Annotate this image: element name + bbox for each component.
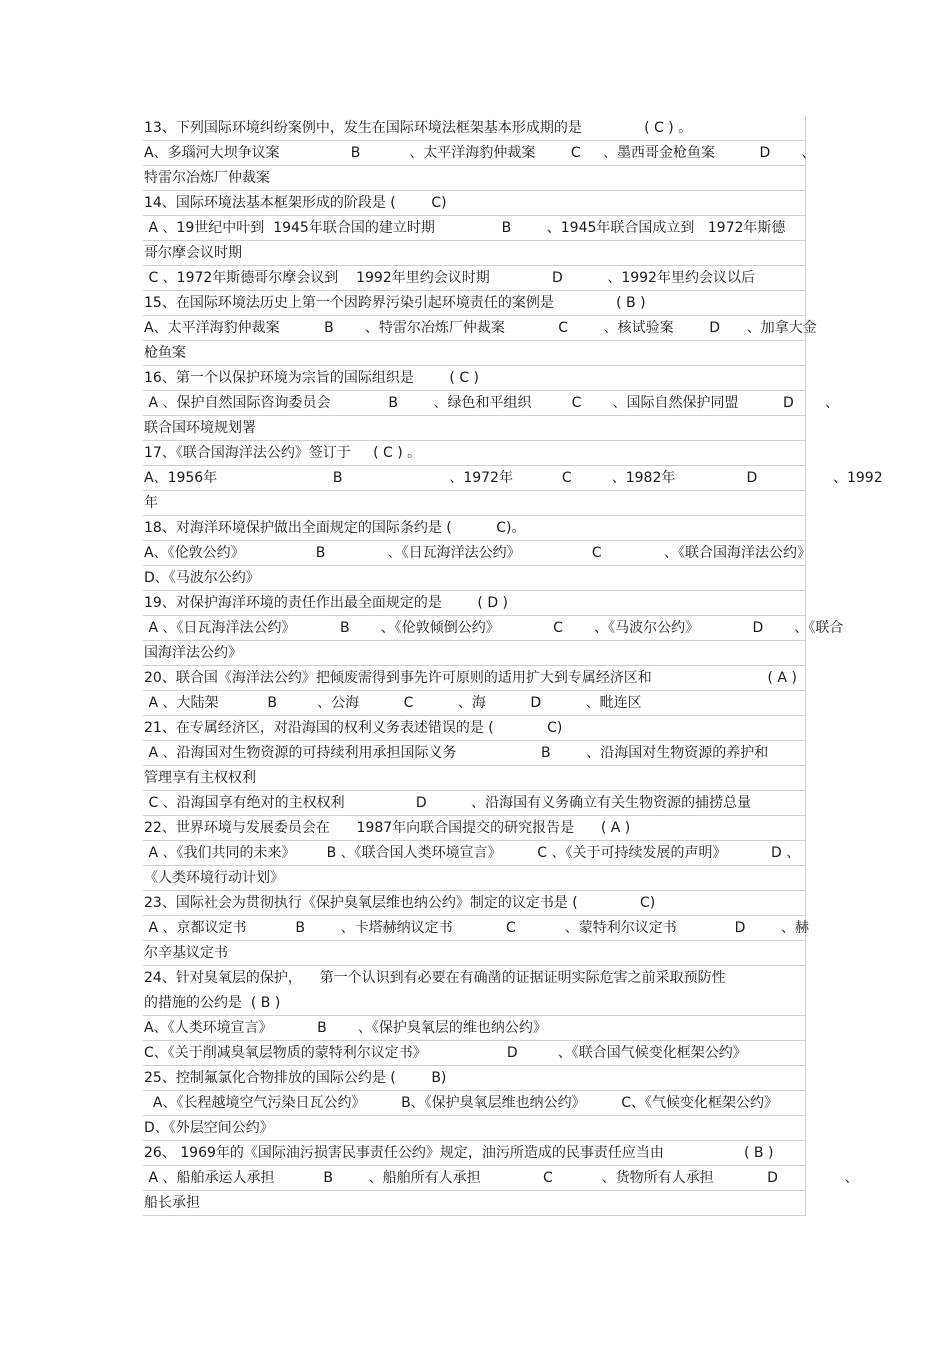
question-list — [143, 116, 883, 1216]
q22-options-cont: 《人类环境行动计划》 — [143, 866, 806, 891]
q21-options-cont: 管理享有主权权利 — [143, 766, 806, 791]
q14-options-cont: 哥尔摩会议时期 — [143, 241, 806, 266]
q14-stem: 14、国际环境法基本框架形成的阶段是 ( C) — [143, 191, 806, 216]
q23-stem: 23、国际社会为贯彻执行《保护臭氧层维也纳公约》制定的议定书是 ( C) — [143, 891, 806, 916]
q16-stem: 16、第一个以保护环境为宗旨的国际组织是 ( C ) — [143, 366, 806, 391]
q16-options-cont: 联合国环境规划署 — [143, 416, 806, 441]
q19-stem: 19、对保护海洋环境的责任作出最全面规定的是 ( D ) — [143, 591, 806, 616]
q25-stem: 25、控制氟氯化合物排放的国际公约是 ( B) — [143, 1066, 806, 1091]
q25-options: A、《长程越境空气污染日瓦公约》 B、《保护臭氧层维也纳公约》 C、《气候变化框架公约》 — [143, 1091, 806, 1116]
q25-options-cont: D、《外层空间公约》 — [143, 1116, 806, 1141]
q16-options: A 、保护自然国际咨询委员会 B 、绿色和平组织 C 、国际自然保护同盟 D 、 — [143, 391, 806, 416]
q23-options: A 、京都议定书 B 、卡塔赫纳议定书 C 、蒙特利尔议定书 D 、赫 — [143, 916, 806, 941]
q24-options-2: C、《关于削减臭氧层物质的蒙特利尔议定书》 D 、《联合国气候变化框架公约》 — [143, 1041, 806, 1066]
q22-options: A 、《我们共同的未来》 B 、《联合国人类环境宣言》 C 、《关于可持续发展的声明》 D 、 — [143, 841, 806, 866]
q21-options-2: C 、沿海国享有绝对的主权权利 D 、沿海国有义务确立有关生物资源的捕捞总量 — [143, 791, 806, 816]
q13-options-cont: 特雷尔冶炼厂仲裁案 — [143, 166, 806, 191]
q19-options: A 、《日瓦海洋法公约》 B 、《伦敦倾倒公约》 C 、《马波尔公约》 D 、《联合 — [143, 616, 806, 641]
q14-options: A 、19世纪中叶到 1945年联合国的建立时期 B 、1945年联合国成立到 1972年斯德 — [143, 216, 806, 241]
q24-options: A、《人类环境宣言》 B 、《保护臭氧层的维也纳公约》 — [143, 1016, 806, 1041]
q24-stem: 24、针对臭氧层的保护， 第一个认识到有必要在有确凿的证据证明实际危害之前采取预防性 — [143, 966, 806, 991]
q20-options: A 、大陆架 B 、公海 C 、海 D 、毗连区 — [143, 691, 806, 716]
q18-options-cont: D、《马波尔公约》 — [143, 566, 806, 591]
q26-stem: 26、 1969年的《国际油污损害民事责任公约》规定，油污所造成的民事责任应当由 ( B ) — [143, 1141, 806, 1166]
q18-stem: 18、对海洋环境保护做出全面规定的国际条约是 ( C)。 — [143, 516, 806, 541]
q21-stem: 21、在专属经济区，对沿海国的权利义务表述错误的是 ( C) — [143, 716, 806, 741]
q14-options-2: C 、1972年斯德哥尔摩会议到 1992年里约会议时期 D 、1992年里约会议以后 — [143, 266, 806, 291]
q22-stem: 22、世界环境与发展委员会在 1987年向联合国提交的研究报告是 ( A ) — [143, 816, 806, 841]
q20-stem: 20、联合国《海洋法公约》把倾废需得到事先许可原则的适用扩大到专属经济区和 ( A ) — [143, 666, 806, 691]
q21-options: A 、沿海国对生物资源的可持续利用承担国际义务 B 、沿海国对生物资源的养护和 — [143, 741, 806, 766]
q13-options: A、多瑙河大坝争议案 B 、太平洋海豹仲裁案 C 、墨西哥金枪鱼案 D 、 — [143, 141, 806, 166]
q15-options: A、太平洋海豹仲裁案 B 、特雷尔冶炼厂仲裁案 C 、核试验案 D 、加拿大金 — [143, 316, 806, 341]
q15-options-cont: 枪鱼案 — [143, 341, 806, 366]
q26-options: A 、船舶承运人承担 B 、船舶所有人承担 C 、货物所有人承担 D 、 — [143, 1166, 806, 1191]
q17-options: A、1956年 B 、1972年 C 、1982年 D 、1992 — [143, 466, 806, 491]
q17-stem: 17、《联合国海洋法公约》签订于 ( C ) 。 — [143, 441, 806, 466]
q13-stem: 13、下列国际环境纠纷案例中，发生在国际环境法框架基本形成期的是 ( C ) 。 — [143, 116, 806, 141]
q18-options: A、《伦敦公约》 B 、《日瓦海洋法公约》 C 、《联合国海洋法公约》 — [143, 541, 806, 566]
q24-stem-cont: 的措施的公约是 ( B ) — [143, 991, 806, 1016]
q23-options-cont: 尔辛基议定书 — [143, 941, 806, 966]
q17-options-cont: 年 — [143, 491, 806, 516]
q15-stem: 15、在国际环境法历史上第一个因跨界污染引起环境责任的案例是 ( B ) — [143, 291, 806, 316]
q19-options-cont: 国海洋法公约》 — [143, 641, 806, 666]
q26-options-cont: 船长承担 — [143, 1191, 806, 1216]
